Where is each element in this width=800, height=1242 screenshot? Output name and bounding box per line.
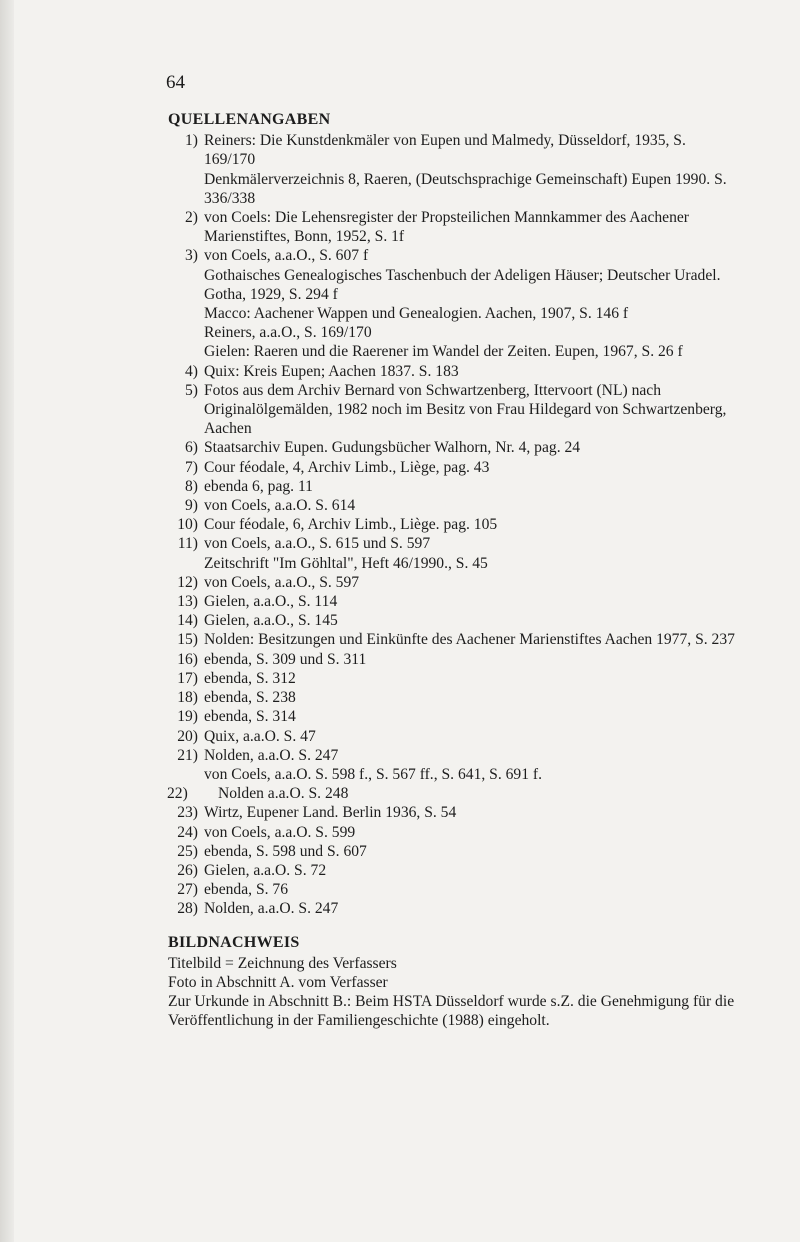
source-number: 28) — [177, 900, 198, 918]
image-credit-line: Zur Urkunde in Abschnitt B.: Beim HSTA Düsseldorf wurde s.Z. die Genehmigung für die Veröffentlichung in der Familiengeschichte (1988) eingeholt. — [168, 993, 735, 1030]
source-text: Nolden a.a.O. S. 248 — [218, 785, 349, 803]
source-text: Quix: Kreis Eupen; Aachen 1837. S. 183 — [204, 362, 459, 380]
source-entry — [168, 861, 740, 880]
source-entry — [168, 438, 740, 457]
source-entry — [168, 573, 740, 592]
source-text: von Coels, a.a.O. S. 614 — [204, 497, 356, 515]
source-entry — [168, 707, 740, 726]
source-entry — [168, 688, 740, 707]
source-entry — [168, 477, 740, 496]
source-text: von Coels, a.a.O. S. 598 f., S. 567 ff., S. 641, S. 691 f. — [204, 765, 543, 783]
source-number: 21) — [177, 746, 198, 764]
source-number: 22) — [167, 785, 188, 803]
source-text: ebenda, S. 598 und S. 607 — [204, 842, 367, 860]
image-credit-line: Titelbild = Zeichnung des Verfassers — [168, 954, 397, 972]
source-number: 4) — [185, 362, 198, 380]
source-text: Reiners: Die Kunstdenkmäler von Eupen und Malmedy, Düsseldorf, 1935, S. 169/170 — [204, 132, 686, 169]
source-number: 17) — [177, 669, 198, 687]
source-text: von Coels: Die Lehensregister der Propsteilichen Mannkammer des Aachener Marienstiftes, Bonn, 1952, S. 1f — [204, 209, 689, 246]
source-text: Zeitschrift "Im Göhltal", Heft 46/1990., S. 45 — [204, 554, 488, 572]
source-entry — [168, 784, 740, 803]
source-entry — [168, 131, 740, 208]
source-text: Gielen, a.a.O., S. 114 — [204, 593, 338, 611]
source-text: Macco: Aachener Wappen und Genealogien. Aachen, 1907, S. 146 f — [204, 305, 629, 323]
source-entry — [168, 208, 740, 246]
source-entry — [168, 381, 740, 439]
source-entry — [168, 362, 740, 381]
sources-heading: QUELLENANGABEN — [168, 111, 331, 128]
image-credit-line: Foto in Abschnitt A. vom Verfasser — [168, 973, 388, 991]
source-number: 10) — [177, 516, 198, 534]
source-text: Gothaisches Genealogisches Taschenbuch der Adeligen Häuser; Deutscher Uradel. Gotha, 1929, S. 294 f — [204, 266, 721, 303]
source-number: 27) — [177, 881, 198, 899]
source-number: 16) — [177, 650, 198, 668]
source-number: 15) — [177, 631, 198, 649]
source-number: 2) — [185, 209, 198, 227]
source-text: ebenda, S. 309 und S. 311 — [204, 650, 367, 668]
source-number: 12) — [177, 573, 198, 591]
source-number: 24) — [177, 823, 198, 841]
source-text: Quix, a.a.O. S. 47 — [204, 727, 316, 745]
source-text: Gielen: Raeren und die Raerener im Wandel der Zeiten. Eupen, 1967, S. 26 f — [204, 343, 683, 361]
source-entry — [168, 746, 740, 784]
source-text: von Coels, a.a.O., S. 597 — [204, 573, 360, 591]
source-entry — [168, 803, 740, 822]
source-number: 9) — [185, 497, 198, 515]
source-text: Denkmälerverzeichnis 8, Raeren, (Deutschsprachige Gemeinschaft) Eupen 1990. S. 336/338 — [204, 170, 727, 207]
image-credits-heading: BILDNACHWEIS — [168, 933, 300, 951]
source-text: Wirtz, Eupener Land. Berlin 1936, S. 54 — [204, 804, 457, 822]
source-text: ebenda, S. 314 — [204, 708, 296, 726]
source-entry — [168, 630, 740, 649]
source-number: 5) — [185, 381, 198, 399]
source-entry — [168, 458, 740, 477]
source-entry — [168, 880, 740, 899]
source-text: von Coels, a.a.O., S. 615 und S. 597 — [204, 535, 431, 553]
document-body — [168, 110, 740, 1031]
source-number: 14) — [177, 612, 198, 630]
source-entry — [168, 496, 740, 515]
source-text: ebenda, S. 312 — [204, 669, 296, 687]
source-number: 26) — [177, 861, 198, 879]
source-number: 3) — [185, 247, 198, 265]
source-number: 13) — [177, 593, 198, 611]
source-number: 1) — [185, 132, 198, 150]
source-number: 18) — [177, 689, 198, 707]
source-text: Cour féodale, 4, Archiv Limb., Liège, pag. 43 — [204, 458, 490, 476]
source-number: 23) — [177, 804, 198, 822]
source-text: Nolden, a.a.O. S. 247 — [204, 746, 339, 764]
source-entry — [168, 611, 740, 630]
page-number: 64 — [166, 72, 185, 93]
source-text: Fotos aus dem Archiv Bernard von Schwartzenberg, Ittervoort (NL) nach Originalölgemälden, 1982 noch im Besitz von Frau Hildegard von Schwartzenberg, Aachen — [204, 381, 727, 438]
source-number: 6) — [185, 439, 198, 457]
source-text: ebenda 6, pag. 11 — [204, 477, 313, 495]
source-entry — [168, 246, 740, 361]
source-entry — [168, 650, 740, 669]
image-credits-list — [168, 954, 740, 1031]
source-text: Cour féodale, 6, Archiv Limb., Liège. pag. 105 — [204, 516, 498, 534]
source-text: ebenda, S. 238 — [204, 689, 296, 707]
source-text: Nolden, a.a.O. S. 247 — [204, 900, 339, 918]
source-number: 8) — [185, 477, 198, 495]
source-number: 11) — [177, 535, 198, 553]
source-entry — [168, 534, 740, 572]
source-number: 20) — [177, 727, 198, 745]
source-entry — [168, 842, 740, 861]
sources-list — [168, 131, 740, 918]
source-text: Staatsarchiv Eupen. Gudungsbücher Walhorn, Nr. 4, pag. 24 — [204, 439, 581, 457]
page-edge — [0, 0, 14, 1242]
source-entry — [168, 669, 740, 688]
source-text: Nolden: Besitzungen und Einkünfte des Aachener Marienstiftes Aachen 1977, S. 237 — [204, 631, 735, 649]
source-text: von Coels, a.a.O. S. 599 — [204, 823, 356, 841]
source-entry — [168, 823, 740, 842]
source-text: Reiners, a.a.O., S. 169/170 — [204, 324, 372, 342]
source-entry — [168, 727, 740, 746]
source-text: von Coels, a.a.O., S. 607 f — [204, 247, 369, 265]
source-entry — [168, 515, 740, 534]
source-entry — [168, 899, 740, 918]
source-number: 25) — [177, 842, 198, 860]
source-text: Gielen, a.a.O., S. 145 — [204, 612, 338, 630]
source-entry — [168, 592, 740, 611]
source-text: ebenda, S. 76 — [204, 881, 289, 899]
source-number: 19) — [177, 708, 198, 726]
source-number: 7) — [185, 458, 198, 476]
source-text: Gielen, a.a.O. S. 72 — [204, 861, 327, 879]
